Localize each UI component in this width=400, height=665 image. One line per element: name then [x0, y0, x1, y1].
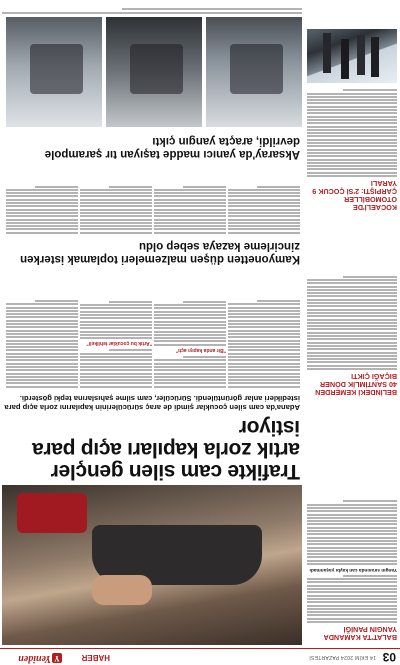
subhead-2: "Artık bu çocuklar tehlikeli": [86, 340, 152, 347]
sidebar-headline-crash: KOCAELİ'DE OTOMOBİLLER ÇARPIŞTI: 2'Sİ ÇOCUK 9 YARALI: [312, 179, 397, 212]
second-headline: Kamyonetten düşen malzemeleri toplamak isterken zincirleme kazaya sebep oldu: [20, 240, 300, 265]
sidebar-photo: [307, 29, 397, 83]
logo-mark-icon: Y: [52, 653, 62, 663]
main-headline: Trafikte cam silen gençler artık zorla kapıları açıp para istiyor: [32, 416, 300, 483]
third-headline: Aksaray'da yanıcı madde taşıyan tır şarampole devrildi, araçta yangın çıktı: [44, 135, 300, 160]
main-story: [2, 3, 302, 645]
main-standfirst: Adana'da cam silen çocuklar şimdi de araç sürücülerinin kapılarını zorla açıp para istedikleri anlar görüntülendi. Sürücüler, cam silme şahıslarına tepki gösterdi.: [4, 394, 300, 412]
sidebar: [307, 3, 397, 643]
newspaper-logo: [18, 653, 62, 664]
sidebar-story-knife: [307, 274, 397, 398]
sidebar-kicker: Yangın sırasında can kaybı yaşanmadı: [309, 566, 397, 572]
page-header: [0, 648, 400, 665]
sidebar-story-crash: [307, 29, 397, 213]
truck-photo-2: [106, 17, 202, 127]
main-article-columns: [4, 269, 300, 389]
sidebar-headline-knife: BELİNDEKİ KEMERDEN 40 SANTİMLİK DÖNER BIÇAĞI ÇIKTI: [315, 372, 397, 397]
subhead-1: "Bir anda kapıyı açtı": [175, 347, 226, 354]
truck-photo-3: [6, 17, 102, 127]
page-number: 03: [382, 650, 396, 664]
third-story-photos: [2, 3, 302, 127]
article-text-lines: [307, 575, 397, 623]
second-article-columns: [4, 165, 300, 235]
truck-photo-1: [206, 17, 302, 127]
sidebar-story-fire: [307, 499, 397, 643]
issue-date: 14 EKİM 2024 PAZARTESİ: [309, 654, 376, 660]
main-photo: [2, 485, 302, 645]
sidebar-headline-fire: BALAT'TA KAMANDA YANGIN PANİĞİ: [323, 625, 397, 642]
logo-text: Yeniden: [18, 653, 51, 664]
section-label: HABER: [81, 653, 110, 662]
